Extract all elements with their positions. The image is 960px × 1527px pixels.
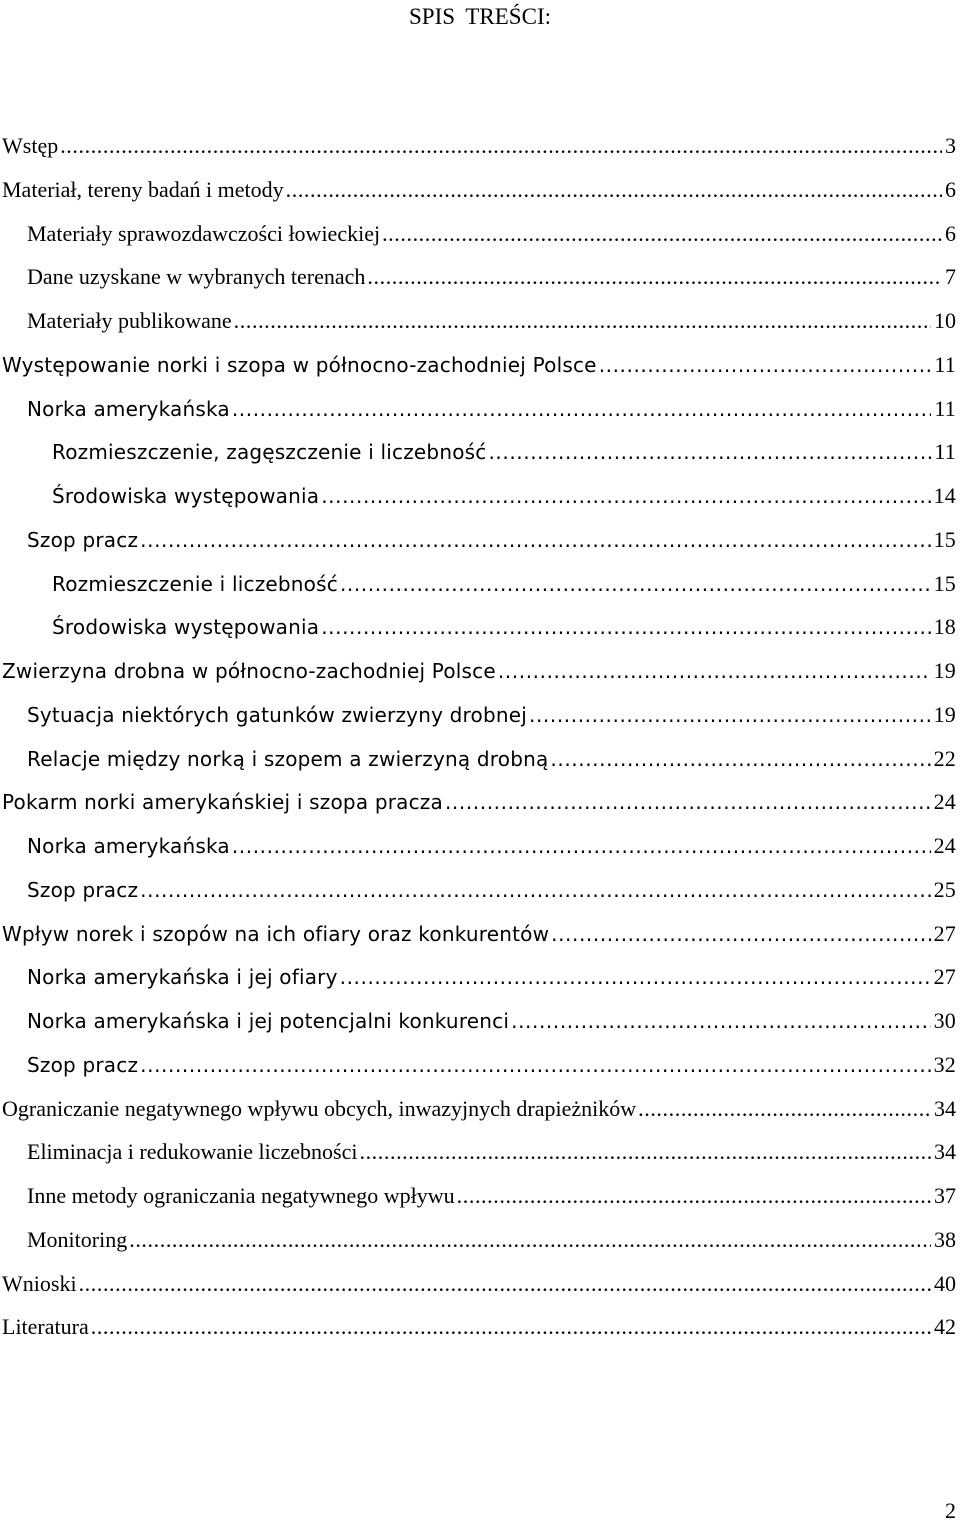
toc-entry[interactable] [0,656,960,700]
toc-entry-row [52,437,956,467]
toc-entry-page: 22 [933,745,956,771]
toc-entry-page: 32 [933,1051,956,1077]
toc-entry-page: 25 [933,876,956,902]
toc-entry-page: 34 [934,1095,956,1121]
toc-entry-row [27,700,956,730]
toc-entry-page: 27 [933,920,956,946]
toc-entry-label: Norka amerykańska [27,396,230,421]
toc-entry-row [52,481,956,511]
toc-entry-row [27,219,956,249]
toc-entry-label: Materiały publikowane [27,308,232,333]
toc-entry-row [2,656,956,686]
toc-entry-label: Rozmieszczenie i liczebność [52,571,338,596]
toc-entry-page: 42 [934,1314,956,1340]
toc-entry[interactable] [0,131,960,175]
toc-entry[interactable] [0,1006,960,1050]
toc-entry[interactable] [0,744,960,788]
toc-entry-row [52,569,956,599]
toc-entry-row [2,787,956,817]
toc-entry-row [27,394,956,424]
dot-leader [60,131,942,161]
dot-leader [340,962,931,992]
toc-entry-label: Wnioski [2,1270,77,1296]
toc-entry-label: Literatura [2,1314,89,1340]
dot-leader [359,1137,931,1167]
toc-entry[interactable] [0,700,960,744]
toc-entry-page: 19 [933,701,956,727]
toc-entry-label: Środowiska występowania [52,615,320,640]
dot-leader [638,1094,931,1124]
dot-leader [457,1181,931,1211]
toc-entry-row [2,350,956,380]
toc-entry-page: 19 [933,658,956,683]
toc-entry[interactable] [0,437,960,481]
toc-entry-label: Zwierzyna drobna w północno-zachodniej Polsce [2,659,496,683]
toc-entry-page: 6 [945,220,956,246]
toc-entry[interactable] [0,1181,960,1225]
toc-entry-page: 15 [933,526,956,552]
dot-leader [140,875,930,905]
toc-entry-label: Relacje między norką i szopem a zwierzyną drobną [27,746,549,771]
toc-entry-label: Szop pracz [27,877,139,902]
dot-leader [286,175,942,205]
dot-leader [91,1312,931,1342]
dot-leader [79,1269,931,1299]
dot-leader [232,831,931,861]
toc-entry-label: Pokarm norki amerykańskiej i szopa pracza [2,790,443,815]
toc-entry-label: Eliminacja i redukowanie liczebności [27,1139,358,1165]
toc-entry[interactable] [0,612,960,656]
toc-entry-label: Sytuacja niektórych gatunków zwierzyny drobnej [27,702,528,727]
toc-entry-row [27,962,956,992]
toc-entry-page: 3 [945,133,956,158]
toc-entry-row [52,612,956,642]
toc-entry-page: 11 [934,439,956,465]
toc-entry-page: 11 [934,351,956,377]
toc-entry-row [2,1094,956,1124]
toc-entry[interactable] [0,1137,960,1181]
toc-entry-row [2,919,956,949]
toc-entry-label: Dane uzyskane w wybranych terenach [27,264,366,290]
toc-entry-page: 40 [934,1270,956,1296]
toc-entry[interactable] [0,1312,960,1356]
toc-entry-label: Inne metody ograniczania negatywnego wpływu [27,1183,455,1208]
toc-entry[interactable] [0,525,960,569]
toc-entry-label: Norka amerykańska i jej potencjalni konkurenci [27,1009,510,1033]
toc-entry-label: Rozmieszczenie, zagęszczenie i liczebność [52,440,487,465]
toc-entry-row [27,875,956,905]
dot-leader [529,700,931,730]
toc-entry-page: 15 [933,570,956,596]
toc-entry-page: 18 [933,614,956,640]
toc-entry-page: 34 [934,1139,956,1165]
dot-leader [382,219,942,249]
toc-entry-row [27,1181,956,1211]
dot-leader [129,1225,931,1255]
toc-entry-page: 37 [934,1183,956,1208]
toc-entry-row [2,1312,956,1342]
toc-entry-row [27,744,956,774]
toc-entry[interactable] [0,481,960,525]
toc-entry-page: 14 [933,483,956,508]
toc-entry-page: 11 [934,395,956,421]
toc-entry[interactable] [0,1050,960,1094]
toc-entry[interactable] [0,1094,960,1138]
toc-entry-label: Szop pracz [27,1052,139,1077]
toc-entry-row [2,1269,956,1299]
toc-entry-page: 27 [933,964,956,990]
toc-entry-page: 38 [934,1226,956,1252]
toc-entry-page: 10 [934,308,956,333]
toc-entry[interactable] [0,569,960,613]
dot-leader [140,1050,930,1080]
toc-entry-row [2,175,956,205]
dot-leader [551,919,930,949]
toc-title: SPIS TREŚCI: [409,4,551,29]
toc-entry-label: Wstęp [2,133,59,158]
dot-leader [599,350,932,380]
toc-entry-page: 24 [933,789,956,815]
toc-entry[interactable] [0,875,960,919]
toc-entry[interactable] [0,306,960,350]
toc-entry-label: Ograniczanie negatywnego wpływu obcych, inwazyjnych drapieżników [2,1095,637,1121]
page-number: 2 [945,1498,956,1523]
toc-entry[interactable] [0,1225,960,1269]
toc-entry-label: Szop pracz [27,527,139,552]
table-of-contents [0,131,960,1356]
toc-entry-page: 30 [933,1008,956,1033]
dot-leader [445,787,931,817]
toc-entry-page: 24 [933,833,956,858]
toc-entry-row [27,262,956,292]
dot-leader [321,612,930,642]
toc-entry-label: Wpływ norek i szopów na ich ofiary oraz konkurentów [2,921,550,946]
toc-entry[interactable] [0,962,960,1006]
dot-leader [321,481,930,511]
toc-entry-row [27,1225,956,1255]
toc-entry[interactable] [0,919,960,963]
toc-entry-label: Środowiska występowania [52,484,320,508]
toc-entry[interactable] [0,787,960,831]
toc-entry-row [27,306,956,336]
toc-entry[interactable] [0,350,960,394]
toc-entry-label: Występowanie norki i szopa w północno-zachodniej Polsce [2,352,597,377]
dot-leader [498,656,931,686]
dot-leader [488,437,931,467]
toc-entry-label: Norka amerykańska [27,834,230,858]
toc-entry-row [27,1137,956,1167]
toc-entry-label: Norka amerykańska i jej ofiary [27,965,338,990]
toc-entry[interactable] [0,262,960,306]
dot-leader [232,394,932,424]
toc-entry-row [27,1006,956,1036]
toc-entry-label: Materiały sprawozdawczości łowieckiej [27,220,381,246]
toc-entry[interactable] [0,831,960,875]
toc-entry[interactable] [0,394,960,438]
toc-entry-page: 6 [945,176,956,202]
toc-entry[interactable] [0,1269,960,1313]
dot-leader [367,262,942,292]
dot-leader [511,1006,930,1036]
toc-entry-row [27,831,956,861]
toc-entry-row [27,1050,956,1080]
toc-entry-label: Monitoring [27,1226,128,1252]
toc-entry-label: Materiał, tereny badań i metody [2,176,284,202]
dot-leader [140,525,930,555]
toc-entry-row [27,525,956,555]
toc-entry-row [2,131,956,161]
toc-entry[interactable] [0,219,960,263]
toc-entry[interactable] [0,175,960,219]
dot-leader [340,569,931,599]
dot-leader [234,306,931,336]
dot-leader [550,744,930,774]
toc-entry-page: 7 [945,264,956,290]
